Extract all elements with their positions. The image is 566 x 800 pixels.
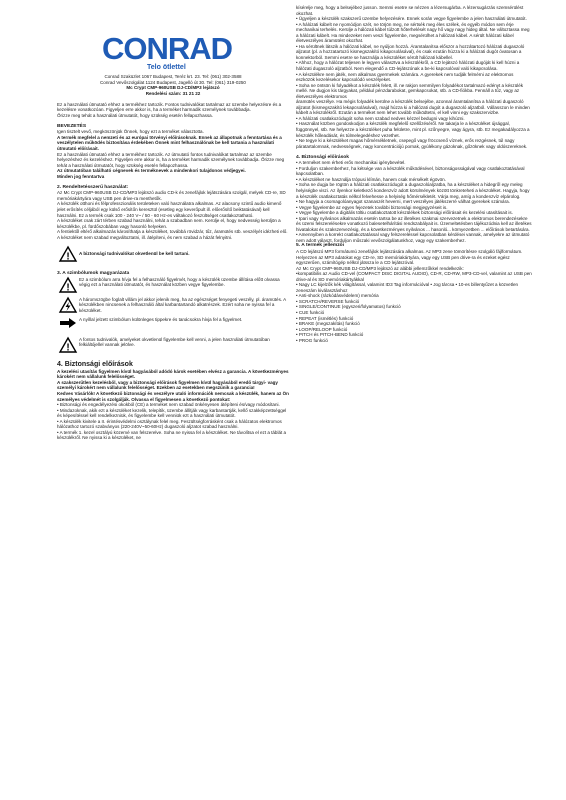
r-p2: • Ügyeljen a készülék szakszerű üzembe helyezésére. Ennek során vegye figyelembe a jelen használati útmutatót.: [296, 16, 527, 22]
exclamation-triangle-icon: [57, 277, 79, 297]
info-triangle-icon: [57, 337, 79, 357]
r-p9: • A hálózati csatlakozódugót soha nem szabad nedves kézzel bedugni vagy kihúzni.: [296, 115, 465, 121]
right-column: [296, 5, 532, 343]
r-p22: Az Mc Crypt CMP-960USB DJ-CD/MP3 lejátszó az alábbi jellemzőkkel rendelkezik:: [296, 265, 464, 271]
svg-text:Telo ötlettel: Telo ötlettel: [147, 64, 186, 71]
s2-p2: A készülék otthoni és félprofesszionális területeken való használatra alkalmas. Az alacsony szintű audio kimenő jelet erősítés céljából egy külső erősítőn keresztül (esetleg egy keverőpult ill. előerősítő beiktatásával) kell használni. Ez a termék csak 100 - 240 V~ / 50 - 60 Hz-es váltakozó feszültséget csatlakoztatható.: [57, 201, 282, 218]
safety-note: A biztonsági tudnivalókat okvetlenül be kell tartani.: [79, 250, 190, 256]
s2-p5: A készüléket nem szabad megváltoztatni, ill. átépíteni, és nem szabad a házát felnyitni.: [57, 234, 233, 240]
lightning-triangle-icon: [57, 297, 79, 317]
r-p19: • Ipari vagy nyilvános alkalmazás esetén tartsa be az illetékes szakmai szervezetnek a elektromos berendezésekre és üzemi felszerelésekre vonatkozó balesetelhárítási rendszabályait is. Üzemeltetésben tájékozódnia kell az illetékes hivatalokat és szakszervezésig, és a következményes nyilvános ... hasonló... környezetben ... előírások betartására.: [296, 215, 532, 232]
feature-item: • CUE funkció: [296, 310, 325, 316]
r-p18: • Vegye figyelembe a digitális töltiu csatlakoztatott készülékek biztonsági előírásait és kezelési utasításait is.: [296, 210, 513, 216]
r-p3: • A hálózati kábelt ne nyomódjon szét, ne törjön meg, ne sértsék meg éles szélek, és egyéb módon sem érje mechanikai terhelés. Kerülje a hálózati kábel túlzott hőterhelését nagy hő vagy nagy hideg által. Ne változtassa meg a hálózati kábelt. Ha mindezeket nem veszi figyelembe, megsérülhet a hálózati kábel. A sérült hálózati kábel életveszélyes áramütést okozhat.: [296, 21, 530, 44]
symbol-1-text: Ez a szimbólum arra hívja fel a felhasználó figyelmét, hogy a készülék üzembe állítása előtt olvassa végig ezt a használati útmutatót, és használat közben vegye figyelembe.: [79, 276, 280, 288]
symbol-3-text: A nyíllal jelzett szimbólum különleges tippekre és tanácsokra hívja fel a figyelmet.: [79, 316, 243, 322]
feature-item: • REPEAT (ismétlés) funkció: [296, 315, 354, 321]
s4-p5: • Mindazoknak, akik ezt a készüléket kezelik, telepítik, üzembe állítják vagy karbantartják, kellő szakképzettséggel és képesítéssel kell rendelkezniük, és figyelembe kell venniük ezt a használati útmutatót.: [57, 407, 287, 419]
s1-p4: Az útmutatóban található cégnevek és terméknevek a mindenkori tulajdonos védjegyei.: [57, 168, 246, 174]
section-1-title: BEVEZETÉS: [57, 123, 87, 129]
feature-item: • LOOP/RELOOP funkció: [296, 326, 348, 332]
symbol-row-2: [57, 297, 289, 317]
s1-p2: A termék megfelel a nemzeti és az európai törvényi előírásoknak. Ennek az állapotnak a fenntartása és a veszélytelen működés biztosítása érdekében Önnek mint felhasználónak be kell tartania a használati útmutató előírásait.: [57, 134, 282, 152]
s2-p1: Az Mc Crypt CMP-960USB DJ-CD/MP3 lejátszó audio CD-k és zenefájlok lejátszására szolgál, melyek CD-re, SD memóriakártyára vagy USB pen drive-ra menthetők.: [57, 190, 286, 201]
s4-p2: A szakszerűtlen kezelésből, vagy a biztonsági előírások figyelmen kívül hagyásából eredő tárgyi- vagy személyi károkért nem vállalunk felelősséget. Ezekben az esetekben megszűnik a garancia!: [57, 379, 278, 391]
section-5-title: 5. A termék jellemzői: [296, 243, 345, 249]
r-p6: • A készülékre nem játék, nem alkalmas gyermekek számára. A gyerekek nem tudják felmérni az elektromos eszközök kezelésekor kapcsolódó veszélyeket.: [296, 71, 514, 83]
symbol-4-text: A fontos tudnivalók, amelyeket okvetlenül figyelembe kell venni, a jelen használati útmutatóban felkiáltójellel vannak jelölve.: [79, 336, 270, 348]
svg-text:!: !: [66, 342, 70, 354]
left-column: [57, 74, 289, 441]
feature-item: • SCRATCH/REVERSE funkció: [296, 298, 360, 304]
svg-text:CONRAD: CONRAD: [102, 31, 233, 66]
r-p13: • Forduljon szakemberhez, ha kétsége van a készülék működésével, biztonságosságával vagy csatlakoztatásával kapcsolatban.: [296, 165, 525, 177]
symbol-row-1: [57, 277, 289, 297]
svg-text:!: !: [66, 251, 70, 263]
s2-p3: A készüléket csak zárt térben szabad használni, tehát a szabadban nem. Kerülje el, hogy nedvesség kerüljön a készülékbe, pl. fürdőszobában vagy hasonló helyeken.: [57, 218, 281, 229]
r-p16: • Ne hagyja a csomagolóanyagot szanaszét heverni, mert veszélyes játékszerré válhat gyerekek számára.: [296, 199, 510, 205]
s4-p4: • Biztonsági és engedélyezési okokból (CE) a terméket nem szabad önkényesen átépíteni és/vagy módosítani.: [57, 402, 280, 408]
symbol-2-text: A háromszögbe foglalt villám jel akkor jelenik meg, ha az egészséget fenyegeti veszély, pl. áramütés. A készülékben nincsenek a felhasználó által karbantartandó alkatrészek. Ezért soha ne nyissa fel a készüléket.: [79, 296, 286, 313]
feature-item: • PITCH és PITCH-BEND funkció: [296, 332, 364, 338]
header-line-1: Conrad Szaküzlet 1067 Budapest, Teréz krt. 23. Tel: (061) 302-3588: [104, 74, 242, 79]
r-p4: • Ha sérültnek látszik a hálózati kábel, ne nyúljon hozzá. Áramtalanítsa először a hozzátartozó hálózati dugaszoló aljzatot (pl. a hozzatartozó kismegszakító kikapcsolásával), és csak ezután húzza ki a hálózati dugót óvatosan a konnektorból. Semmi esetre se használja a készüléket sérült hálózati kábellel.: [296, 43, 525, 60]
warning-icon: [57, 246, 79, 266]
r-p17: • Vegye figyelembe az egyes fejezetek további biztonsági megjegyzéseit is.: [296, 204, 448, 210]
r-p7: • Soha ne öntsön ki folyadékot a készülék felett, ill. ne rakjon semmilyen folyadékot tartalmazó edényt a készülék mellé. Ne dugjon kis tárgyakat, például pénzdarabokat, gemkapcsokat, stb. a CD-fiókba. Fennáll a tűz, vagy az életveszélyes elektromos: [296, 82, 524, 99]
order-number: Rendelési szám: 31 21 22: [145, 90, 201, 96]
section-3-title: 3. A szimbólumok magyarázata: [57, 271, 130, 277]
s1-p3: Ez a használati útmutató ehhez a termékhez tartozik. Az útmutató fontos tudnivalókat tartalmaz az üzembe helyezéshez és kezeléshez. Figyeljen erre akkor is, ha a terméket harmadik személynek továbbadja. Őrizze meg tehát a használati útmutatót, hogy szükség esetén fellapozhassa.: [57, 151, 285, 168]
r-p20: • Amennyiben a korrekt csatlakoztatással vagy felszereléssel kapcsolatban kérdései vannak, amelyekre az útmutató nem adott választ, forduljon műszaki vevőszolgálatunkhoz, vagy egy szakemberhez.: [296, 232, 530, 243]
feature-item: •kompatibilis az Audio CD-vel (COMPACT DISC DIGITAL AUDIO), CD-R, CD-RW, MP3-CD-vel, valamint az USB pen drive-al és SD memóriakártyákkal: [296, 271, 532, 282]
r-p5: • Ahhoz, hogy a hálózat teljesen le legyen választva a készülékről, a CD lejátszó hálózati dugóját ki kell húzni a hálózati dugaszoló aljzatból. Nem elegendő a CD-lejátszónak a be-ki kapcsolóval való kikapcsolása.: [296, 60, 520, 72]
r-p14: • A készüléket ne használja trópusi klímán, hanem csak mérsékelt égövön.: [296, 176, 446, 182]
feature-item: • BRAKE (megszakítás) funkció: [296, 321, 360, 327]
r-p21: A CD lejátszó MP3 formátumú zenefájlok lejátszására alkalmas. Az MP3 zene tömörítésre szolgáló fájlformátum. Helyezzen az MP3 adatokat egy CD-re, SD memóriakártyára, vagy egy USB pen drive-ra és ezeket egész egyszerűen, számítógép nélkül játssza le a CD lejátszóval.: [296, 249, 523, 266]
s1-p1: Igen tisztelt vevő, megköszönjük Önnek, hogy ezt a terméket választotta.: [57, 129, 204, 135]
r-section-4-title: 4. Biztonsági előírások: [296, 154, 349, 160]
r-p10: • Használat közben gondoskodjon a készülék megfelelő szellőzéséről. Ne takarja le a készüléket újsággal, függönnyel, stb. Ne helyezze a készüléket puha felületre, mint pl. szőnyegre, vagy ágyra, stb. Ez megakadályozza a készülék hőleadását, és túlmelegedéshez vezethet.: [296, 121, 530, 138]
r-p15: • Soha ne dugja be rögtön a hálózati csatlakozódugót a dugaszolóaljzatba, ha a készüléket a hidegről egy meleg helyiségbe viszi. Az ilyenkor keletkező kondenzvíz adott körülmények között tönkreteheti a készüléket. Hagyja, hogy a készülék csatlakoztatás nélkül felvehesse a helyiség hőmérsékletét. Várja meg, amíg a kondenzvíz elpárolog.: [296, 182, 530, 199]
product-name: Mc Crypt CMP-960USB DJ-CD/MP3 lejátszó: [126, 85, 220, 91]
r-p11: • Ne tegye ki a készüléket magas hőmérsékletnek, csepegő vagy fröccsenő víznek, erős rezgésnek, túl nagy páratartalomnak, nedvességnek, nagy koncentrációjú pornak, gyúlékony gázoknak, gőzöknek vagy oldószereknek.: [296, 138, 528, 149]
svg-text:!: !: [66, 282, 70, 294]
s4-p3: Kedves Vásárlók! A következő biztonsági és veszélyre utaló információk nemcsak a készülék, hanem az Ön személyes védelmét is szolgálják. Olvassa el figyelmesen a következő pontokat:: [57, 391, 289, 402]
feature-item: • PROG funkció: [296, 337, 328, 343]
s2-p4: A fentiektől eltérő alkalmazás károsíthatja a készüléket, továbbá rövidzár, tűz, áramütés stb. veszélyét idézheti elő.: [57, 229, 288, 235]
feature-item: • SINGLE/CONTINUE (egyszeri/folyamatos) funkció: [296, 304, 401, 310]
intro-text: Ez a használati útmutató ehhez a termékhez tartozik. Fontos tudnivalókat tartalmaz az üzembe helyezésre és a kezelésre vonatkozóan. Figyeljen erre akkor is, ha a terméket harmadik személynek továbbadja. Őrizze meg tehát a használati útmutatót, hogy szükség esetén fellapozhassa.: [57, 101, 282, 118]
section-2-title: 2. Rendeltetésszerű használat:: [57, 184, 129, 190]
header-line-2: Conrad Vevőszolgálat 1124 Budapest, Jagelló út 30. Tel: (061) 319-0250: [100, 79, 246, 85]
s4-p6: • A készülék kivitele a II. érintésvédelmi osztálynak felel meg. Feszültségforrásként csak a hálózatos elektromos hálózathoz tartozó szabványos (220-240V~50-60Hz) dugaszoló aljzatot szabad használni.: [57, 418, 282, 430]
s4-p7: • A termék 1. kezel osztályú közemé van felszerelve. Soha ne nyissa fel a készüléket. Ne távolítsa el ezt a táblát a készülékről. Ne nyissa ki a készüléket, ne: [57, 429, 287, 441]
r-p8: áramütés veszélye. Ha mégis folyadék kerülne a készülék belsejébe, azonnal áramtalanítsa a hálózati dugaszoló aljzatot (kismegszakító lekapcsolásával), majd húzza ki a hálózati dugót a dugaszoló aljzatból. Vállasszon le minden kábelt a készülékről. Ezután a terméket nem lehet tovább működtetni, el kell vinni egy szakszervizbe.: [296, 99, 530, 116]
r-p12: • A terméket nem érheti erős mechanikai igénybevétel.: [296, 160, 406, 166]
safety-note-row: [57, 246, 289, 266]
arrow-hand-icon: [57, 317, 79, 337]
s1-p5: Minden jog fenntartva: [57, 173, 105, 179]
symbol-row-4: [57, 337, 289, 357]
section-4-title: 4. Biztonsági előírások: [57, 360, 133, 368]
conrad-logo: [100, 31, 233, 71]
s4-p1: A kezelési utasítás figyelmen kívül hagyásából adódó károk esetében elvész a garancia. A következményes károkért nem vállalunk felelősséget.: [57, 368, 289, 380]
symbol-row-3: [57, 317, 289, 337]
feature-item: • Anti-shock (rázkódásvédelem) memória: [296, 293, 379, 299]
feature-item: • Nagy LC kijelzők kék világítással, valamint ID3 Tag információval • Jog tárcsa • 10-es billentyűzet a közvetlen zeneszám kiválasztáshoz: [296, 282, 519, 293]
r-p1: kísérelje meg, hogy a belsejébez jusson. Semmi esetre se nézzen a lézersugárba. A lézersugárzás szemsérülést okozhat.: [296, 5, 524, 16]
